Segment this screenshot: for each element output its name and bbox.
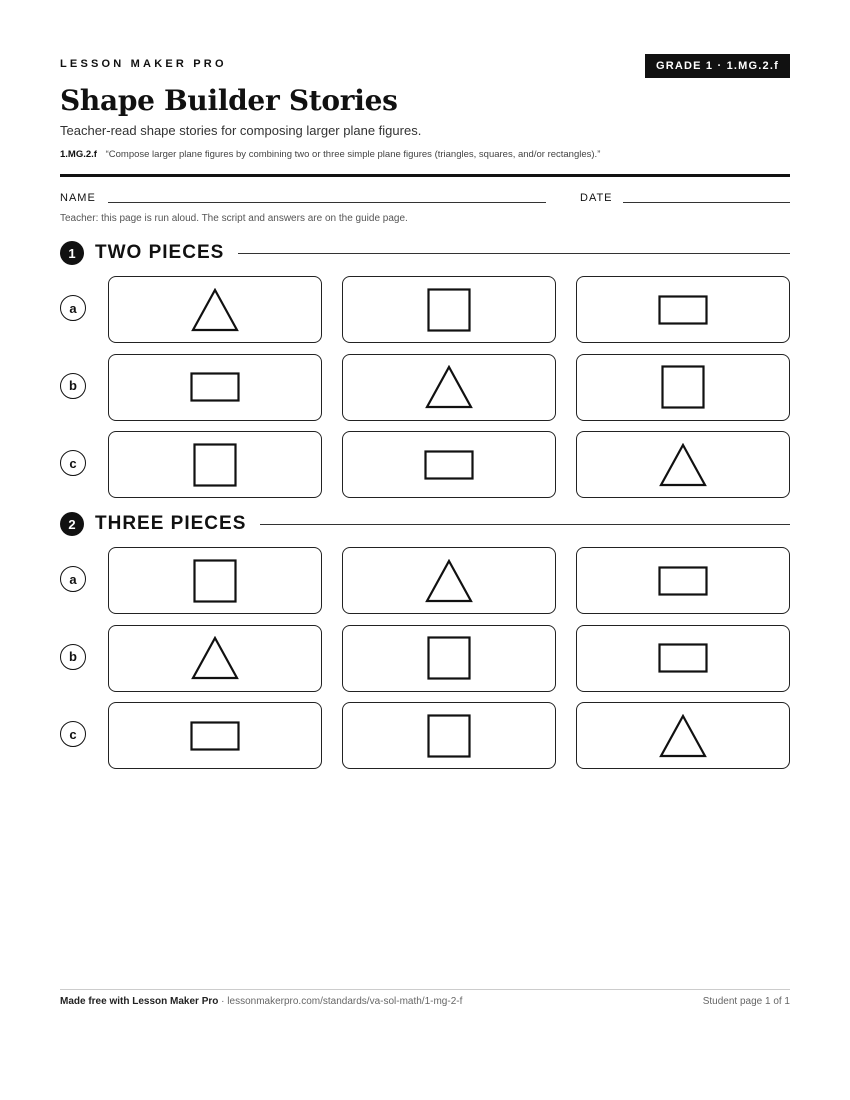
rectangle-icon xyxy=(658,643,708,673)
rectangle-shape xyxy=(660,296,707,323)
shape-card-rectangle[interactable] xyxy=(342,431,556,498)
shape-card-triangle[interactable] xyxy=(576,431,790,498)
problem-row xyxy=(60,547,790,614)
triangle-icon xyxy=(191,636,239,680)
shape-card-triangle[interactable] xyxy=(108,276,322,343)
square-shape xyxy=(195,560,236,601)
shape-card-triangle[interactable] xyxy=(342,547,556,614)
triangle-icon xyxy=(425,559,473,603)
shape-card-rectangle[interactable] xyxy=(576,547,790,614)
footer-separator: · xyxy=(218,996,228,1007)
problem-row xyxy=(60,625,790,692)
rectangle-shape xyxy=(660,567,707,594)
footer-credit xyxy=(60,996,462,1007)
shape-card-square[interactable] xyxy=(108,547,322,614)
section-rule xyxy=(238,253,790,254)
row-letter-label: b xyxy=(60,644,86,670)
shape-card-square[interactable] xyxy=(576,354,790,421)
problem-row xyxy=(60,702,790,769)
page-subtitle: Teacher-read shape stories for composing larger plane figures. xyxy=(60,123,422,138)
row-letter-label: b xyxy=(60,373,86,399)
rectangle-shape xyxy=(192,374,239,401)
square-icon xyxy=(427,288,471,332)
grade-standard-badge: GRADE 1 · 1.MG.2.f xyxy=(645,54,790,78)
rectangle-shape xyxy=(192,722,239,749)
standard-code: 1.MG.2.f xyxy=(60,149,97,160)
shape-card-rectangle[interactable] xyxy=(576,276,790,343)
section-number-badge: 2 xyxy=(60,512,84,536)
rectangle-icon xyxy=(658,295,708,325)
section-title: THREE PIECES xyxy=(95,513,247,534)
shape-card-square[interactable] xyxy=(342,625,556,692)
triangle-icon xyxy=(659,714,707,758)
section-header xyxy=(60,512,790,536)
shape-card-square[interactable] xyxy=(108,431,322,498)
square-icon xyxy=(427,636,471,680)
footer-url[interactable]: lessonmakerpro.com/standards/va-sol-math/1-mg-2-f xyxy=(227,996,463,1007)
problem-row xyxy=(60,276,790,343)
shape-card-triangle[interactable] xyxy=(576,702,790,769)
name-label: NAME xyxy=(60,192,96,204)
row-letter-label: c xyxy=(60,450,86,476)
square-shape xyxy=(663,367,704,408)
section-number-badge: 1 xyxy=(60,241,84,265)
problem-row xyxy=(60,354,790,421)
triangle-icon xyxy=(425,365,473,409)
date-label: DATE xyxy=(580,192,613,204)
shape-card-rectangle[interactable] xyxy=(108,702,322,769)
square-shape xyxy=(429,289,470,330)
square-shape xyxy=(429,715,470,756)
triangle-shape xyxy=(193,638,237,678)
name-field[interactable] xyxy=(108,202,546,203)
section-title: TWO PIECES xyxy=(95,242,225,263)
square-icon xyxy=(193,443,237,487)
date-field[interactable] xyxy=(623,202,790,203)
teacher-note: Teacher: this page is run aloud. The script and answers are on the guide page. xyxy=(60,213,408,224)
footer-made-with: Made free with Lesson Maker Pro xyxy=(60,996,219,1007)
footer-divider xyxy=(60,989,790,990)
triangle-shape xyxy=(661,445,705,485)
triangle-icon xyxy=(659,443,707,487)
shape-card-rectangle[interactable] xyxy=(576,625,790,692)
square-icon xyxy=(427,714,471,758)
problem-row xyxy=(60,431,790,498)
shape-card-rectangle[interactable] xyxy=(108,354,322,421)
square-icon xyxy=(193,559,237,603)
row-letter-label: a xyxy=(60,295,86,321)
rectangle-shape xyxy=(426,451,473,478)
header-divider xyxy=(60,174,790,177)
triangle-shape xyxy=(427,367,471,407)
triangle-shape xyxy=(427,561,471,601)
section-header xyxy=(60,241,790,265)
row-letter-label: a xyxy=(60,566,86,592)
rectangle-icon xyxy=(658,566,708,596)
section-rule xyxy=(260,524,790,525)
triangle-icon xyxy=(191,288,239,332)
triangle-shape xyxy=(193,290,237,330)
shape-card-square[interactable] xyxy=(342,276,556,343)
standard-text: “Compose larger plane figures by combining two or three simple plane figures (triangles, squares, and/or rectangles).” xyxy=(105,149,601,160)
rectangle-icon xyxy=(190,372,240,402)
shape-card-square[interactable] xyxy=(342,702,556,769)
shape-card-triangle[interactable] xyxy=(108,625,322,692)
standard-line xyxy=(60,149,600,160)
footer-page-number: Student page 1 of 1 xyxy=(702,996,790,1007)
shape-card-triangle[interactable] xyxy=(342,354,556,421)
triangle-shape xyxy=(661,716,705,756)
square-shape xyxy=(429,638,470,679)
square-shape xyxy=(195,444,236,485)
square-icon xyxy=(661,365,705,409)
page-title: Shape Builder Stories xyxy=(60,84,398,117)
rectangle-icon xyxy=(190,721,240,751)
brand-name: LESSON MAKER PRO xyxy=(60,58,227,70)
rectangle-icon xyxy=(424,450,474,480)
rectangle-shape xyxy=(660,645,707,672)
row-letter-label: c xyxy=(60,721,86,747)
